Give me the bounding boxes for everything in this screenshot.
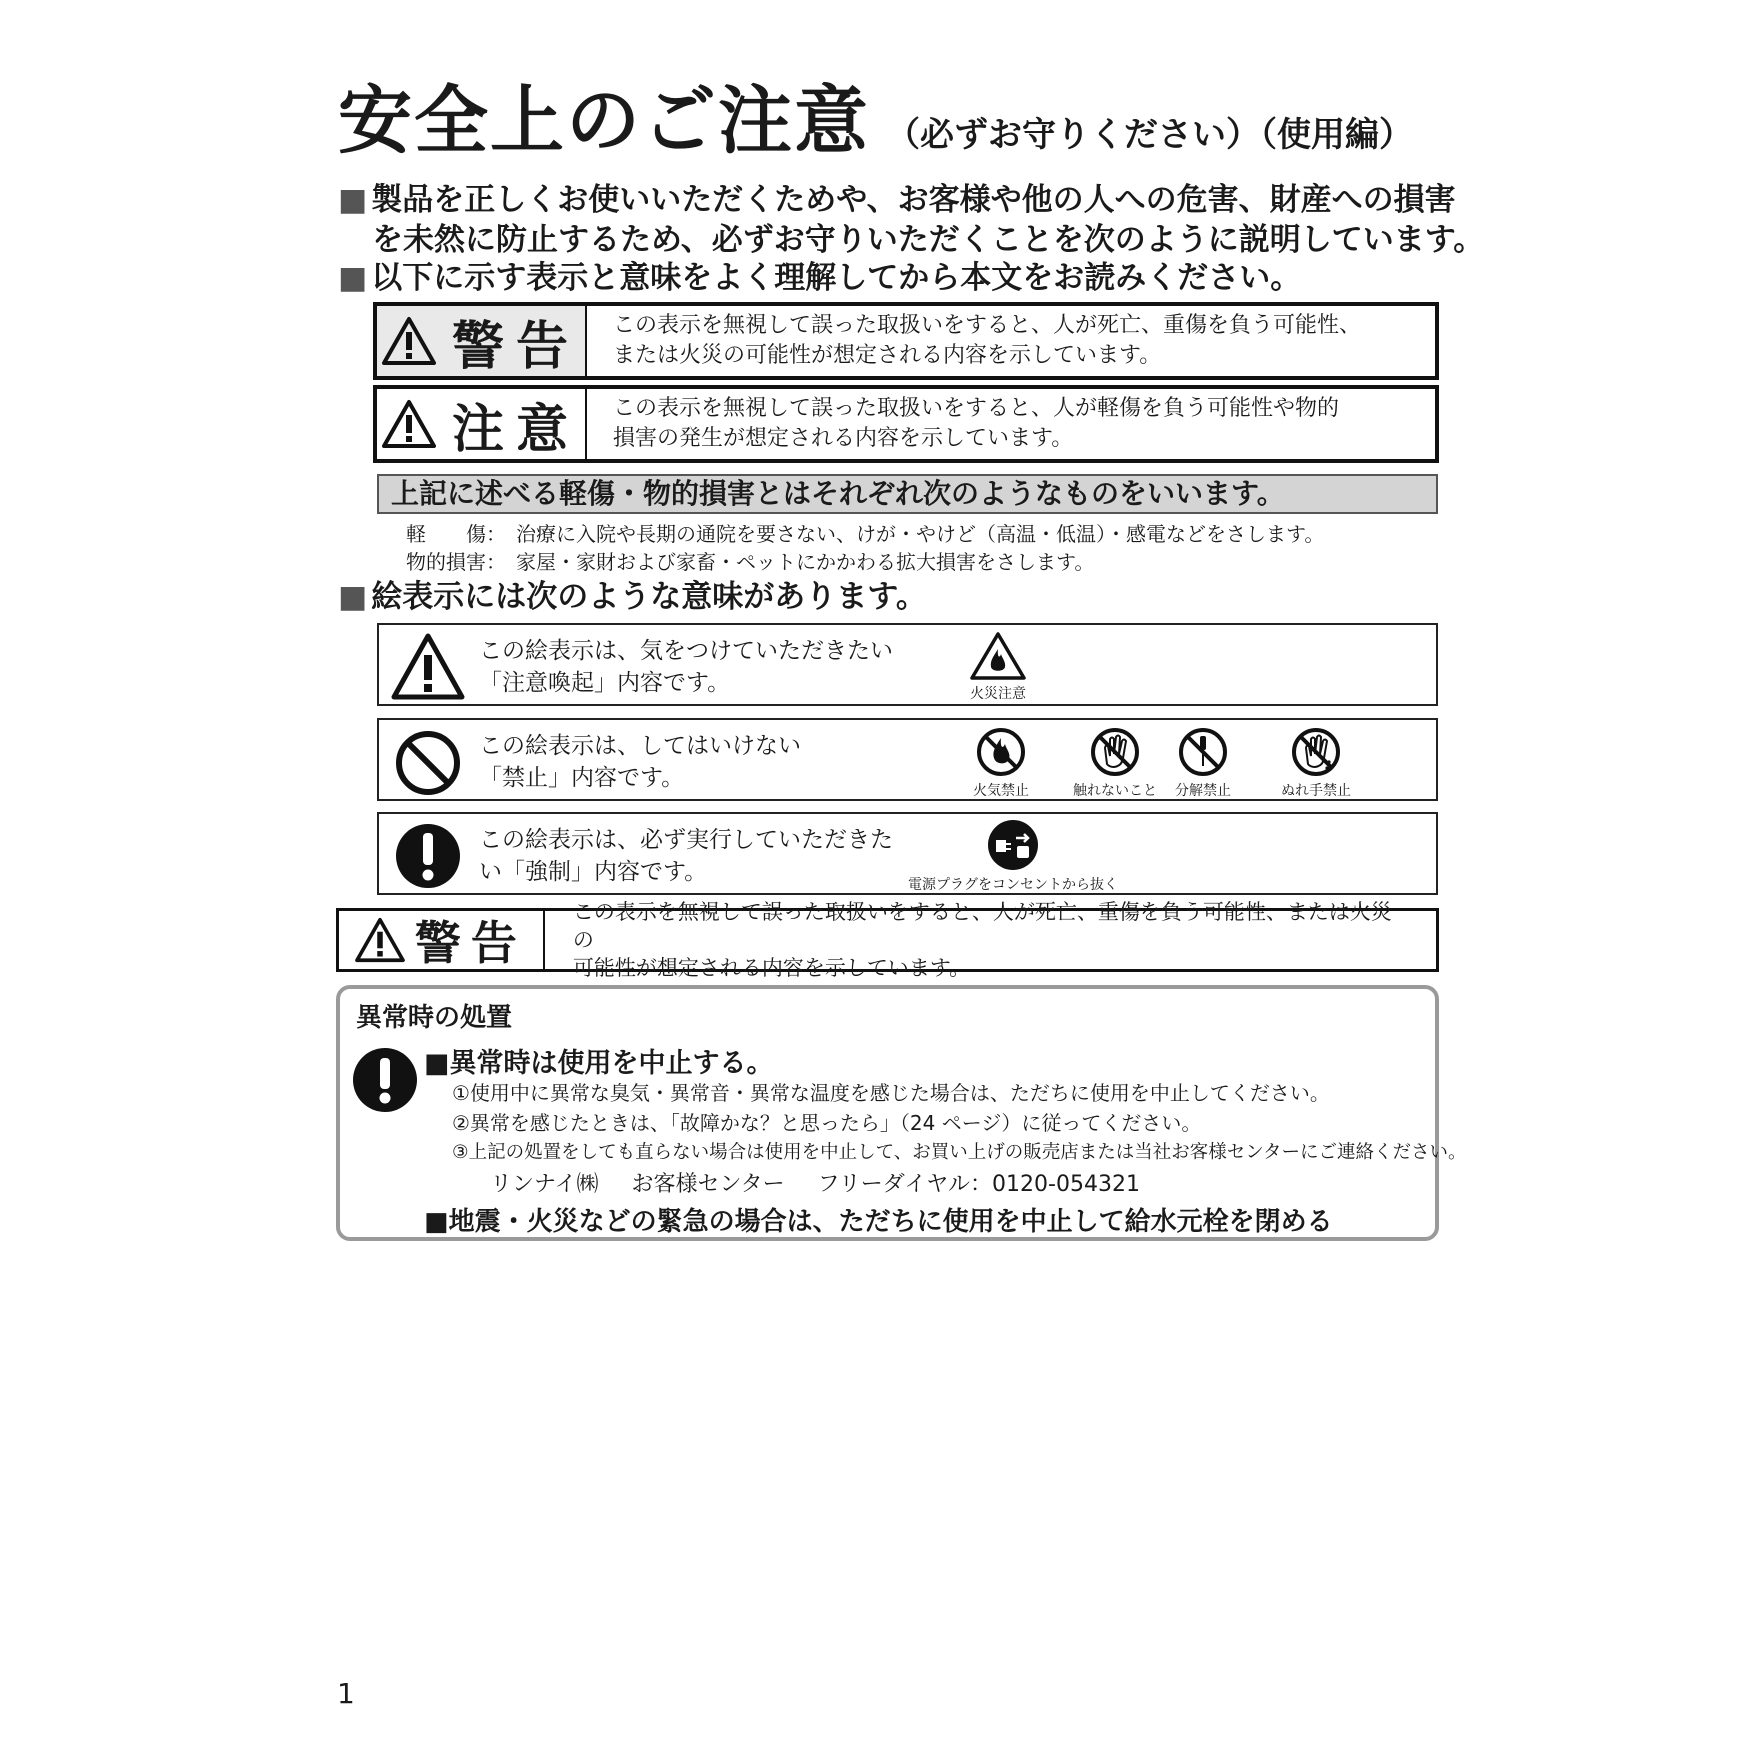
mandatory-description: この絵表示は、必ず実行していただきた い「強制」内容です。 xyxy=(479,827,893,885)
unplug-power-icon xyxy=(986,818,1040,872)
customer-center-contact xyxy=(490,1167,1166,1198)
mandatory-icon xyxy=(350,1045,420,1115)
attention-symbol-row xyxy=(377,623,1438,706)
stop-use-heading: ■異常時は使用を中止する。 xyxy=(424,1048,774,1079)
abnormal-title: 異常時の処置 xyxy=(356,1003,513,1033)
mandatory-symbol-row xyxy=(377,812,1438,895)
warning-box-2 xyxy=(336,900,1439,980)
caution-definition-box xyxy=(373,385,1439,463)
warning-description: この表示を無視して誤った取扱いをすると、人が死亡、重傷を負う可能性、 または火災の可能性が想定される内容を示しています。 xyxy=(613,313,1362,368)
symbols-heading: ■ 絵表示には次のような意味があります。 xyxy=(338,579,927,615)
warning-triangle-icon xyxy=(382,316,436,366)
prohibited-description: この絵表示は、してはいけない 「禁止」内容です。 xyxy=(479,733,801,791)
no-disassembly-icon xyxy=(1176,726,1230,778)
abnormal-item-2: ②異常を感じたときは、「故障かな？と思ったら」（24 ページ）に従ってください。 xyxy=(452,1111,1202,1135)
warning-triangle-icon xyxy=(355,917,405,963)
no-disassembly-pictogram: 分解禁止 xyxy=(1175,726,1231,800)
page-number: 1 xyxy=(337,1677,355,1710)
no-wet-hands-pictogram: ぬれ手禁止 xyxy=(1281,726,1351,800)
unplug-pictogram: 電源プラグをコンセントから抜く xyxy=(908,818,1118,894)
caution-description: この表示を無視して誤った取扱いをすると、人が軽傷を負う可能性や物的 損害の発生が想定される内容を示しています。 xyxy=(613,396,1340,451)
center-name: お客様センター xyxy=(631,1172,785,1197)
caution-triangle-icon xyxy=(391,631,465,701)
warning-description-2: この表示を無視して誤った取扱いをすると、人が死亡、重傷を負う可能性、または火災の 可能性が想定される内容を示しています。 xyxy=(572,900,1392,980)
minor-injury-definition: 軽 傷： 治療に入院や長期の通院を要さない、けが・やけど（高温・低温）・感電などをさします。 xyxy=(406,522,1325,546)
no-open-flame-icon xyxy=(974,726,1028,778)
free-dial: フリーダイヤル：0120-054321 xyxy=(817,1172,1140,1197)
intro-paragraph: ■ 製品を正しくお使いいただくためや、お客様や他の人への危害、財産への損害 を未然に防止するため、必ずお守りいただくことを次のように説明しています。 xyxy=(338,182,1485,258)
caution-word: 注意 xyxy=(451,399,580,460)
fire-caution-icon xyxy=(969,631,1027,681)
prohibited-symbol-row xyxy=(377,718,1438,801)
intro-instruction: ■ 以下に示す表示と意味をよく理解してから本文をお読みください。 xyxy=(338,260,1302,296)
warning-word: 警告 xyxy=(451,316,580,377)
warning-header-2 xyxy=(339,911,545,969)
mandatory-icon xyxy=(391,820,465,890)
warning-definition-box xyxy=(373,302,1439,380)
prohibited-icon xyxy=(391,726,465,796)
warning-word-2: 警告 xyxy=(414,916,527,970)
attention-description: この絵表示は、気をつけていただきたい 「注意喚起」内容です。 xyxy=(479,638,893,696)
abnormal-item-1: ①使用中に異常な臭気・異常音・異常な温度を感じた場合は、ただちに使用を中止してください。 xyxy=(452,1081,1330,1105)
no-fire-pictogram: 火気禁止 xyxy=(973,726,1029,800)
fire-caution-pictogram: 火災注意 xyxy=(969,631,1027,703)
warning-header xyxy=(377,306,587,376)
definition-bar: 上記に述べる軽傷・物的損害とはそれぞれ次のようなものをいいます。 xyxy=(377,474,1438,514)
emergency-instruction: ■地震・火災などの緊急の場合は、ただちに使用を中止して給水元栓を閉める xyxy=(424,1207,1333,1237)
company-name: リンナイ㈱ xyxy=(490,1172,599,1197)
abnormal-handling-section xyxy=(336,985,1467,1241)
do-not-touch-icon xyxy=(1088,726,1142,778)
abnormal-item-3: ③上記の処置をしても直らない場合は使用を中止して、お買い上げの販売店または当社お客様センターにご連絡ください。 xyxy=(452,1142,1467,1163)
page-title: 安全上のご注意 （必ずお守りください）（使用編） xyxy=(338,78,1413,164)
caution-header xyxy=(377,389,587,459)
warning-triangle-icon xyxy=(382,399,436,449)
do-not-touch-pictogram: 触れないこと xyxy=(1073,726,1157,800)
property-damage-definition: 物的損害： 家屋・家財および家畜・ペットにかかわる拡大損害をさします。 xyxy=(406,550,1095,574)
no-wet-hands-icon xyxy=(1289,726,1343,778)
